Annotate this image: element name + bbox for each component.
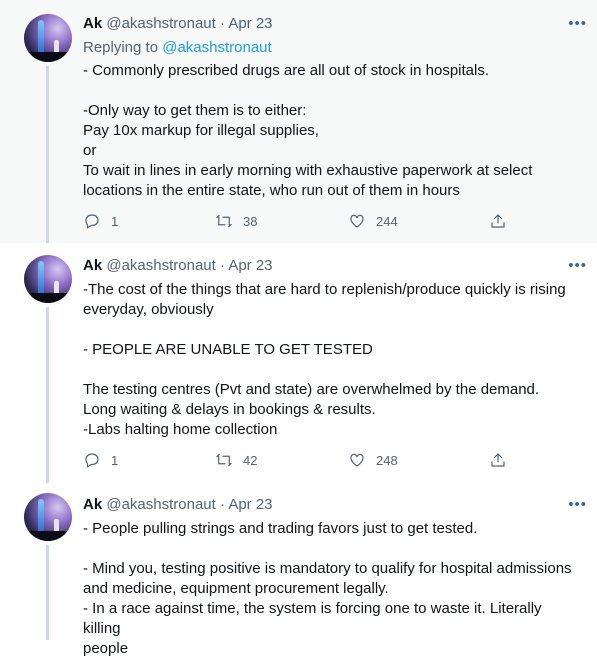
separator-dot: · (219, 15, 225, 32)
thread-line (46, 307, 49, 483)
tweet-line: Long waiting & delays in bookings & results. (83, 401, 376, 418)
heart-icon (348, 451, 366, 469)
tweet-line: people (83, 640, 129, 657)
avatar[interactable] (24, 255, 72, 303)
tweet[interactable] (0, 483, 597, 657)
tweet-text (83, 280, 583, 440)
retweet-count: 38 (243, 213, 258, 229)
tweet-line (83, 81, 583, 101)
tweet-line: or (83, 142, 97, 159)
author-handle[interactable]: @akashstronaut (106, 15, 216, 32)
replying-to-label: Replying to (83, 39, 159, 56)
tweet-line (83, 539, 583, 559)
tweet-line: - Mind you, testing positive is mandatory to qualify for hospital admissions (83, 560, 572, 577)
like-count: 248 (376, 452, 398, 468)
tweet[interactable] (0, 0, 597, 243)
tweet-line: - Commonly prescribed drugs are all out of stock in hospitals. (83, 62, 490, 79)
like-count: 244 (376, 213, 398, 229)
tweet-line: everyday, obviously (83, 301, 214, 318)
heart-icon (348, 212, 366, 230)
avatar[interactable] (24, 14, 72, 62)
like-button[interactable] (348, 451, 398, 469)
author-handle[interactable]: @akashstronaut (106, 257, 216, 274)
tweet-line: - In a race against time, the system is forcing one to waste it. Literally killing (83, 600, 542, 637)
tweet-header (83, 15, 273, 33)
retweet-icon (215, 451, 233, 469)
more-options-icon[interactable]: ••• (568, 15, 587, 32)
retweet-icon (215, 212, 233, 230)
tweet-text (83, 61, 583, 201)
tweet-header (83, 496, 273, 514)
reply-count: 1 (111, 452, 119, 468)
share-icon (489, 451, 507, 469)
reply-button[interactable] (83, 451, 118, 469)
share-button[interactable] (489, 451, 507, 469)
reply-button[interactable] (83, 212, 118, 230)
author-name[interactable]: Ak (83, 15, 103, 32)
retweet-button[interactable] (215, 212, 257, 230)
tweet-date[interactable]: Apr 23 (228, 496, 273, 513)
tweet-line: To wait in lines in early morning with exhaustive paperwork at select (83, 162, 533, 179)
more-options-icon[interactable]: ••• (568, 496, 587, 513)
more-options-icon[interactable]: ••• (568, 257, 587, 274)
tweet-date[interactable]: Apr 23 (228, 15, 273, 32)
tweet-line: - PEOPLE ARE UNABLE TO GET TESTED (83, 341, 373, 358)
reply-count: 1 (111, 213, 119, 229)
tweet-actions (83, 212, 513, 232)
tweet-line: -The cost of the things that are hard to replenish/produce quickly is rising (83, 281, 566, 298)
retweet-button[interactable] (215, 451, 257, 469)
author-name[interactable]: Ak (83, 257, 103, 274)
tweet-line: -Labs halting home collection (83, 421, 278, 438)
tweet-line: locations in the entire state, who run out of them in hours (83, 182, 460, 199)
tweet-line: The testing centres (Pvt and state) are overwhelmed by the demand. (83, 381, 540, 398)
thread-line (46, 545, 49, 640)
tweet-text (83, 519, 583, 659)
tweet-line: -Only way to get them is to either: (83, 102, 307, 119)
tweet-line: Pay 10x markup for illegal supplies, (83, 122, 319, 139)
tweet-line (83, 360, 583, 380)
replying-to (83, 38, 272, 58)
tweet[interactable] (0, 243, 597, 483)
share-icon (489, 212, 507, 230)
like-button[interactable] (348, 212, 398, 230)
tweet-actions (83, 451, 513, 471)
author-handle[interactable]: @akashstronaut (106, 496, 216, 513)
author-name[interactable]: Ak (83, 496, 103, 513)
tweet-date[interactable]: Apr 23 (228, 257, 273, 274)
tweet-line: - People pulling strings and trading favors just to get tested. (83, 520, 478, 537)
separator-dot: · (219, 257, 225, 274)
replying-to-handle[interactable]: @akashstronaut (162, 39, 272, 56)
thread-line (46, 66, 49, 243)
tweet-line (83, 320, 583, 340)
tweet-line: and medicine, equipment procurement legally. (83, 580, 389, 597)
avatar[interactable] (24, 493, 72, 541)
share-button[interactable] (489, 212, 507, 230)
reply-icon (83, 451, 101, 469)
retweet-count: 42 (243, 452, 258, 468)
tweet-header (83, 257, 273, 275)
separator-dot: · (219, 496, 225, 513)
reply-icon (83, 212, 101, 230)
